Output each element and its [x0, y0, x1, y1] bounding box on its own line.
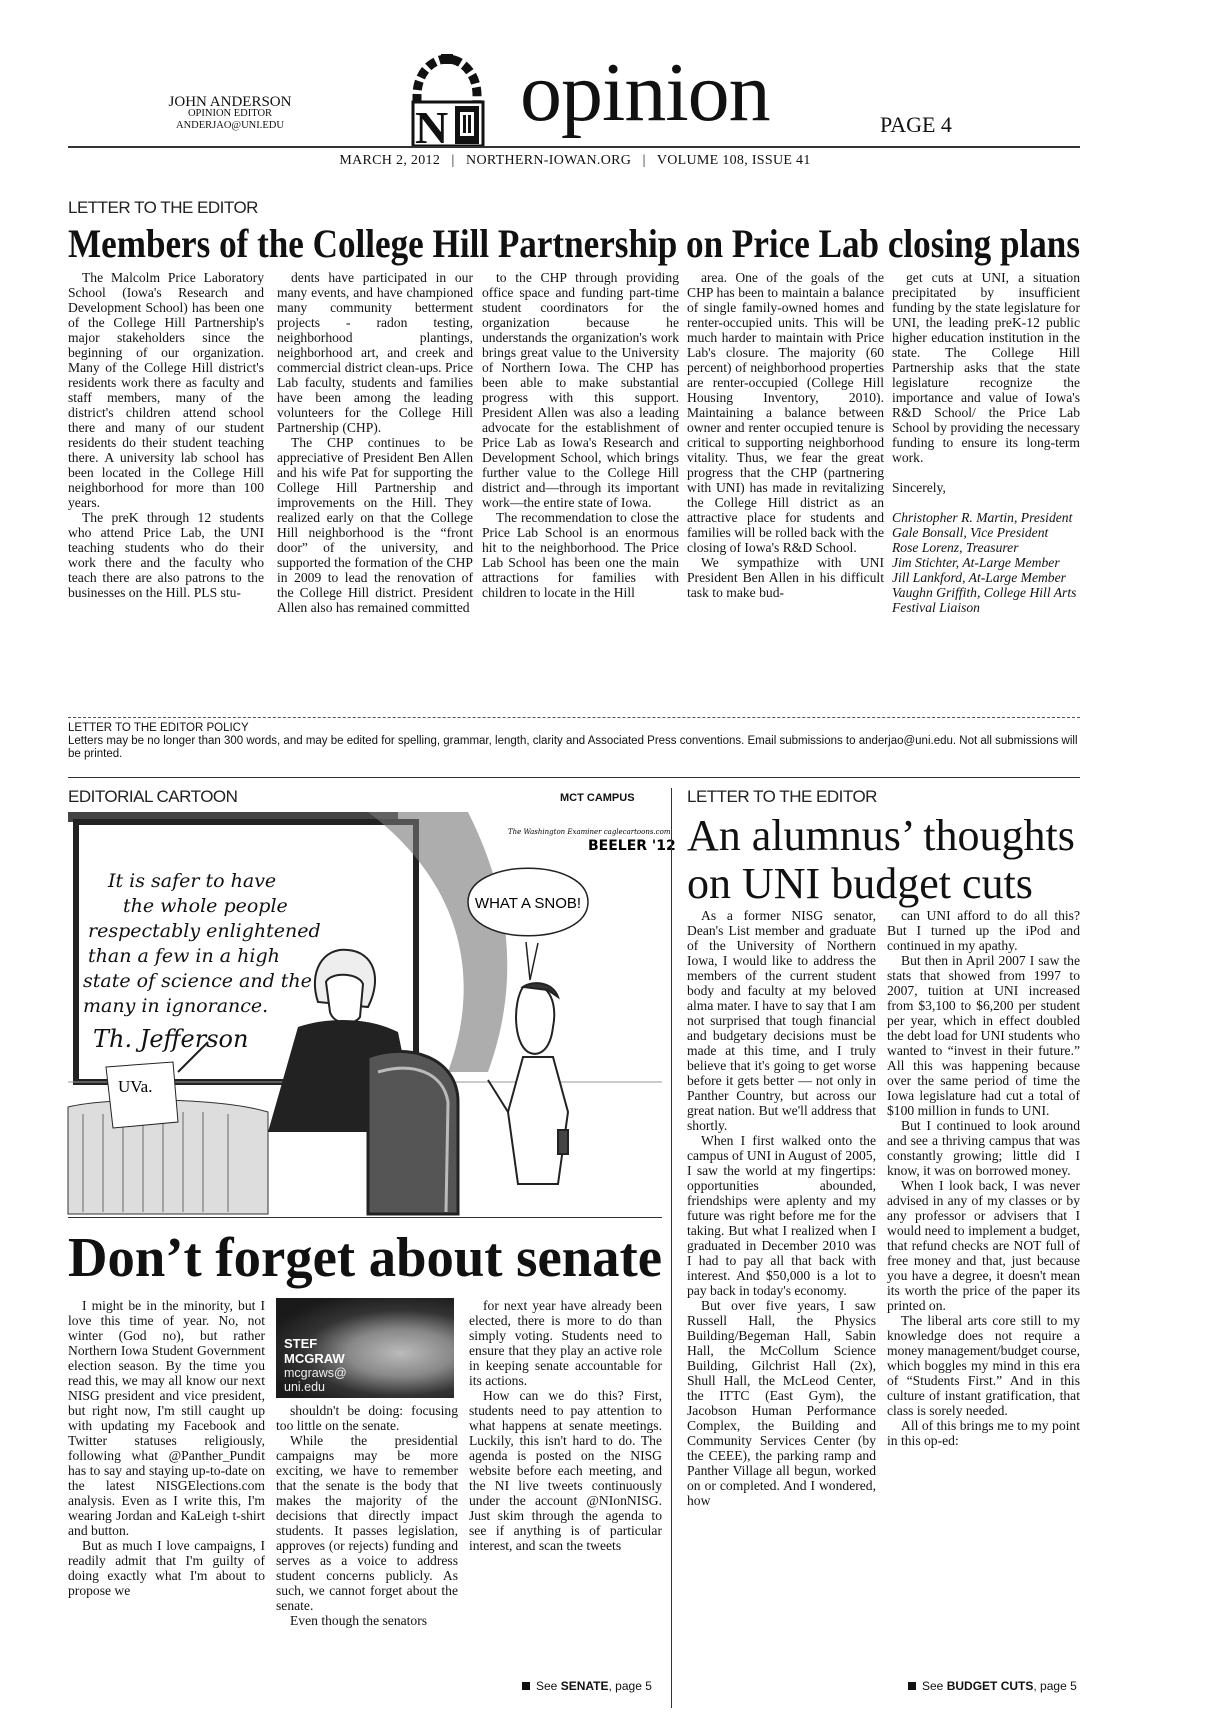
paragraph: shouldn't be doing: focusing too little on the senate.: [276, 1403, 458, 1433]
column-body: [469, 1298, 662, 1553]
closing: Sincerely,: [892, 480, 946, 495]
signatory: Jill Lankford, At-Large Member: [892, 570, 1066, 585]
artist-credit: The Washington Examiner caglecartoons.com: [508, 828, 671, 836]
signatory: Jim Stichter, At-Large Member: [892, 555, 1060, 570]
editor-title: OPINION EDITOR: [187, 108, 273, 119]
column-headline: [68, 1228, 676, 1288]
square-bullet-icon: [908, 1682, 916, 1690]
svg-text:than a few in a high: than a few in a high: [88, 945, 280, 967]
letter-column: [687, 270, 884, 600]
editorial-cartoon: [68, 812, 676, 1214]
artist-signature: BEELER '12: [588, 838, 676, 854]
paragraph: The liberal arts core still to my knowledge does not require a money management/budget course, which boggles my mind in this era of “Students First.” And in this culture of instant gratification, that class is sorely needed.: [887, 1313, 1080, 1418]
paragraph: When I look back, I was never advised in any of my classes or by any professor or advisers that I would need to implement a budget, that refund checks are NOT full of free money and that, just because you have a degree, it doesn't mean its worth the price of the paper its printed on.: [887, 1178, 1080, 1313]
signatory: Gale Bonsall, Vice President: [892, 525, 1049, 540]
paragraph: for next year have already been elected, there is more to do than simply voting. Students need to ensure that they play an active role in keeping senate accountable for its actions.: [469, 1298, 662, 1388]
jump-target: BUDGET CUTS: [946, 1679, 1034, 1693]
letter2-column: [687, 908, 876, 1508]
paragraph: When I first walked onto the campus of UNI in August of 2005, I saw the world at my fingertips: opportunities abounded, friendships were aplenty and my future was right before me for the taking. But what I realized when I graduated in December 2010 was I had to pay all that back with interest. And $50,000 is a lot to pay back in today's economy.: [687, 1133, 876, 1298]
signatory: Rose Lorenz, Treasurer: [892, 540, 1019, 555]
headline-text: Members of the College Hill Partnership on Price Lab closing plans: [68, 221, 1080, 266]
uva-paper: [106, 1062, 178, 1128]
paragraph: The preK through 12 students who attend Price Lab, the UNI teaching students who do their work there and the faculty who teach there are also patrons to the businesses on the Hill. PLS stu-: [68, 510, 264, 600]
svg-text:It is safer to have: It is safer to have: [108, 870, 277, 892]
paragraph: to the CHP through providing office space and funding part-time student coordinators for the organization because he understands the organization's work brings great value to the University of Northern Iowa. The CHP has been able to make substantial progress with this support. President Allen was also a leading advocate for the establishment of Price Lab as Iowa's Research and Development School, which brings further value to the College Hill district and—through its important work—the entire state of Iowa.: [482, 270, 679, 510]
editor-email: ANDERJAO@UNI.EDU: [176, 120, 284, 131]
paragraph: The Malcolm Price Laboratory School (Iowa's Research and Development School) has been one of the College Hill Partnership's major stakeholders since the beginning of our organization. Many of the College Hill district's residents work there as faculty and staff members, many of the district's children attend school there and many of our student residents do their student teaching there. A university lab school has been located in the College Hill neighborhood for more than 100 years.: [68, 270, 264, 510]
svg-text:the whole people: the whole people: [123, 895, 288, 917]
jump-prefix: See: [922, 1679, 944, 1693]
divider: [68, 717, 1080, 718]
headline-text: Don’t forget about senate: [68, 1227, 662, 1289]
paragraph: But I continued to look around and see a thriving campus that was constantly growing; little did I know, it was on borrowed money.: [887, 1118, 1080, 1178]
jump-target: SENATE: [560, 1679, 609, 1693]
paragraph: dents have participated in our many events, and have championed many community betterment projects - radon testing, neighborhood plantings, neighborhood art, and creek and commercial district clean-ups. Price Lab faculty, students and families have been among the leading volunteers for the College Hill Partnership (CHP).: [277, 270, 473, 435]
author-photo: [276, 1298, 454, 1398]
jump-page: , page 5: [1033, 1679, 1077, 1693]
letter-column: [482, 270, 679, 600]
letter-kicker: LETTER TO THE EDITOR: [68, 198, 258, 217]
letter-column: [892, 270, 1080, 615]
paragraph: area. One of the goals of the CHP has been to maintain a balance of single family-owned homes and renter-occupied units. This will be much harder to maintain with Price Lab's closure. The majority (60 percent) of neighborhood properties are renter-occupied (College Hill Housing Inventory, 2010). Maintaining a balance between owner and renter occupied tenure is critical to supporting neighborhood vitality. Thus, we fear the great progress that the CHP (partnering with UNI) has made in revitalizing the College Hill district as an attractive place for students and families will be rolled back with the closing of Iowa's R&D School.: [687, 270, 884, 555]
signatory: Christopher R. Martin, President: [892, 510, 1073, 525]
svg-text:many in ignorance.: many in ignorance.: [83, 995, 269, 1017]
letter-headline: [68, 222, 1221, 266]
policy-title: LETTER TO THE EDITOR POLICY: [68, 722, 249, 734]
signatory: Vaughn Griffith, College Hill Arts Festival Liaison: [892, 585, 1077, 615]
paragraph: We sympathize with UNI President Ben Allen in his difficult task to make bud-: [687, 555, 884, 600]
paragraph: But as much I love campaigns, I readily admit that I'm guilty of doing exactly what I'm about to propose we: [68, 1538, 265, 1598]
square-bullet-icon: [522, 1682, 530, 1690]
jump-budget-cuts[interactable]: [908, 1679, 1077, 1693]
paragraph: Even though the senators: [290, 1613, 428, 1628]
jump-page: , page 5: [608, 1679, 652, 1693]
paragraph: The recommendation to close the Price Lab School is an enormous hit to the neighborhood. The Price Lab School has been one the main attractions for families with children to locate in the Hill: [482, 510, 679, 600]
paragraph: can UNI afford to do all this? But I turned up the iPod and continued in my apathy.: [887, 908, 1080, 953]
svg-text:respectably enlightened: respectably enlightened: [88, 920, 321, 942]
letter-body: [892, 270, 1080, 465]
svg-text:N: N: [415, 102, 449, 153]
paragraph: As a former NISG senator, Dean's List member and graduate of the University of Northern Iowa, I would like to address the members of the current student body and faculty at my beloved alma mater. I have to say that I am not surprised that tough financial and budgetary decisions must be made at this time, and I truly believe that it's going to get worse before it gets better — not only in Panther Country, but across our great nation. But we'll address that shortly.: [687, 908, 876, 1133]
headline-line: on UNI budget cuts: [687, 859, 1033, 908]
editor-name: JOHN ANDERSON: [168, 94, 292, 110]
letter-column: [68, 270, 264, 600]
paragraph: But then in April 2007 I saw the stats that showed from 1997 to 2007, tuition at UNI increased from $3,100 to $6,200 per student per year, which in effect doubled the debt load for UNI students who wanted to “invest in their future.” All this was happening because over the same period of time the Iowa legislature had cut a total of $100 million in funds to UNI.: [887, 953, 1080, 1118]
dateline: MARCH 2, 2012 | NORTHERN-IOWAN.ORG | VOLUME 108, ISSUE 41: [339, 153, 811, 168]
letter-policy: [68, 722, 1080, 761]
paragraph: All of this brings me to my point in this op-ed:: [887, 1418, 1080, 1448]
paragraph: While the presidential campaigns may be more exciting, we have to remember that the senate is the body that makes the majority of the decisions that directly impact students. It passes legislation, approves (or rejects) funding and serves as a voice to address student concerns publicly. As such, we cannot forget about the senate.: [276, 1433, 458, 1613]
editor-credit: [150, 96, 310, 132]
letter2-column: [887, 908, 1080, 1448]
signatories: [892, 510, 1080, 615]
author-name: STEF MCGRAW: [284, 1336, 345, 1366]
page-number: PAGE 4: [880, 112, 952, 137]
letter2-kicker: LETTER TO THE EDITOR: [687, 787, 877, 806]
jump-prefix: See: [536, 1679, 558, 1693]
headline-line: An alumnus’ thoughts: [687, 811, 1075, 860]
cartoon-credit: MCT CAMPUS: [560, 792, 635, 804]
letter2-headline: [687, 812, 1075, 908]
cartoon-kicker: EDITORIAL CARTOON: [68, 787, 238, 806]
paragraph: But over five years, I saw Russell Hall, the Physics Building/Begeman Hall, Sabin Hall, the McCollum Science Building, Gilchrist Hall (2x), Shull Hall, the McLeod Center, the ITTC (East Gym), the Jacobson Human Performance Complex, the Building and Community Services Center (by the CEEE), the parking ramp and Panther Village all begun, worked on or completed. And I wondered, how: [687, 1298, 876, 1508]
section-title: opinion: [520, 46, 770, 139]
svg-text:state of science and the: state of science and the: [83, 970, 312, 992]
issue-date: MARCH 2, 2012: [339, 153, 441, 168]
column-body: [68, 1298, 265, 1598]
author-email[interactable]: mcgraws@ uni.edu: [284, 1366, 347, 1394]
svg-text:WHAT A SNOB!: WHAT A SNOB!: [474, 895, 582, 912]
jump-senate[interactable]: [522, 1679, 652, 1693]
column-body: [276, 1403, 458, 1628]
paragraph: How can we do this? First, students need to pay attention to what happens at senate meetings. Luckily, this isn't hard to do. The agenda is posted on the NISG website before each meeting, and the NI live tweets continuously under the account @NIonNISG. Just skim through the agenda to see if anything is of particular interest, and scan the tweets: [469, 1388, 662, 1553]
paragraph: The CHP continues to be appreciative of President Ben Allen and his wife Pat for supporting the College Hill Partnership and improvements on the Hill. They realized early on that the College Hill neighborhood is the “front door” of the university, and supported the formation of the CHP in 2009 to lead the renovation of the College Hill district. President Allen also has remained committed: [277, 435, 473, 615]
policy-text: Letters may be no longer than 300 words, and may be edited for spelling, grammar, length, clarity and Associated Press conventions. Email submissions to anderjao@uni.edu. Not all submissions will be printed.: [68, 735, 1078, 760]
volume-issue: VOLUME 108, ISSUE 41: [656, 153, 811, 168]
paragraph: get cuts at UNI, a situation precipitated by insufficient funding by the state legislature for UNI, the leading preK-12 public higher education institution in the state. The College Hill Partnership asks that the state legislature recognize the importance and value of Iowa's R&D School/ the Price Lab School by providing the necessary funding to ensure its long-term work.: [892, 270, 1080, 465]
website-link[interactable]: NORTHERN-IOWAN.ORG: [466, 153, 632, 168]
svg-text:Th. Jefferson: Th. Jefferson: [93, 1025, 249, 1053]
letter-column: [277, 270, 473, 615]
svg-text:UVa.: UVa.: [118, 1077, 153, 1096]
paragraph: I might be in the minority, but I love this time of year. No, not winter (God no), but rather Northern Iowa Student Government election season. By the time you read this, we may all know our next NISG president and vice president, but right now, I'm still caught up with updating my Facebook and Twitter statuses religiously, following what @Panther_Pundit has to say and staying up-to-date on the latest NISGElections.com analysis. Even as I write this, I'm wearing Jordan and KaLeigh t-shirt and button.: [68, 1298, 265, 1538]
